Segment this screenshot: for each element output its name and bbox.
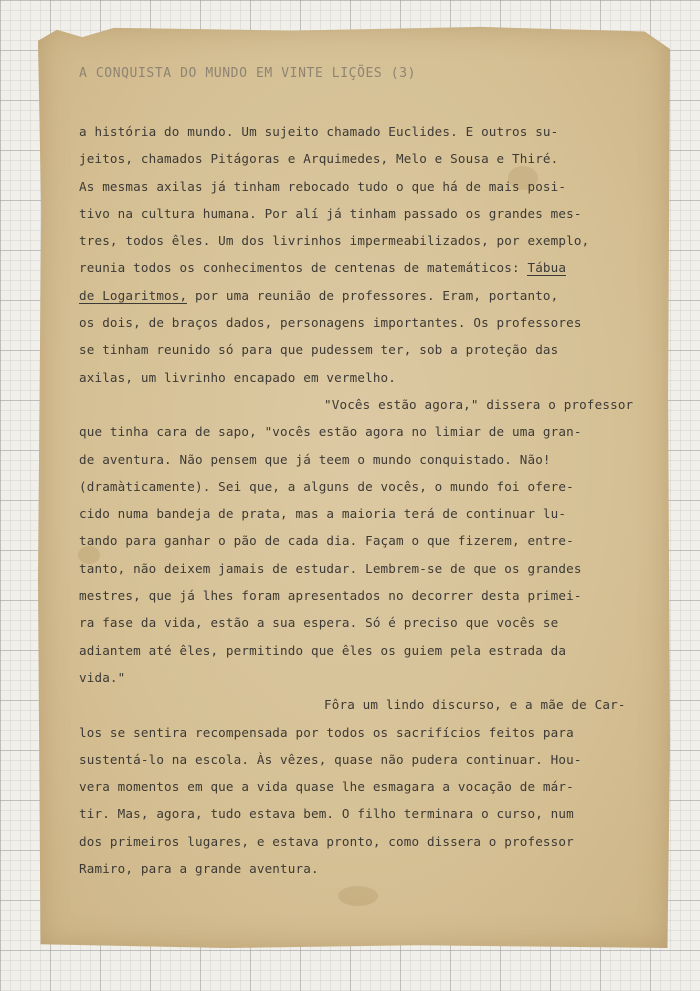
text-line: [79, 418, 659, 445]
text-line: [79, 200, 659, 227]
line-text: que tinha cara de sapo, "vocês estão agora no limiar de uma gran-: [79, 424, 582, 440]
text-line: [79, 555, 659, 582]
line-text: se tinham reunido só para que pudessem ter, sob a proteção das: [79, 342, 559, 358]
text-line: [79, 609, 659, 636]
line-text: sustentá-lo na escola. Às vêzes, quase não pudera continuar. Hou-: [79, 751, 582, 767]
line-text: axilas, um livrinho encapado em vermelho.: [79, 369, 397, 385]
text-line: [79, 336, 659, 363]
line-text: tanto, não deixem jamais de estudar. Lembrem-se de que os grandes: [79, 560, 582, 576]
text-line: [79, 118, 659, 145]
line-text: Ramiro, para a grande aventura.: [79, 861, 319, 877]
text-line: [79, 145, 659, 172]
line-text: a história do mundo. Um sujeito chamado Euclides. E outros su-: [79, 124, 559, 139]
line-text: tir. Mas, agora, tudo estava bem. O filho terminara o curso, num: [79, 806, 574, 822]
text-line: [79, 800, 659, 827]
line-text: ra fase da vida, estão a sua espera. Só é preciso que vocês se: [79, 615, 559, 631]
line-text: adiantem até êles, permitindo que êles os guiem pela estrada da: [79, 642, 567, 658]
underlined-title: Tábua: [527, 260, 567, 276]
text-line: [79, 664, 659, 691]
text-line: [79, 828, 659, 855]
line-text: por uma reunião de professores. Eram, portanto,: [187, 287, 559, 303]
text-line: [79, 391, 659, 418]
line-text: vera momentos em que a vida quase lhe esmagara a vocação de már-: [79, 779, 574, 795]
line-text: de aventura. Não pensem que já teem o mundo conquistado. Não!: [79, 451, 551, 467]
text-line: [79, 855, 659, 882]
text-line: [79, 527, 659, 554]
text-line: [79, 691, 659, 718]
text-line: [79, 473, 659, 500]
line-text: As mesmas axilas já tinham rebocado tudo o que há de mais posi-: [79, 178, 567, 194]
line-text: cido numa bandeja de prata, mas a maioria terá de continuar lu-: [79, 506, 567, 522]
text-line: [79, 446, 659, 473]
line-text: jeitos, chamados Pitágoras e Arquimedes, Melo e Sousa e Thiré.: [79, 151, 559, 167]
text-line: [79, 746, 659, 773]
line-text: tando para ganhar o pão de cada dia. Façam o que fizerem, entre-: [79, 533, 574, 549]
underlined-title: de Logaritmos,: [79, 287, 188, 303]
text-line: [79, 500, 659, 527]
text-line: [79, 719, 659, 746]
line-text: os dois, de braços dados, personagens importantes. Os professores: [79, 315, 582, 331]
line-text: vida.": [79, 669, 126, 685]
line-text: mestres, que já lhes foram apresentados no decorrer desta primei-: [79, 588, 582, 604]
text-line: [79, 309, 659, 336]
line-text: "Vocês estão agora," dissera o professor: [324, 396, 634, 412]
line-text: (dramàticamente). Sei que, a alguns de vocês, o mundo foi ofere-: [79, 478, 574, 494]
text-line: [79, 364, 659, 391]
text-line: [79, 582, 659, 609]
paper-stain: [338, 886, 378, 906]
text-line: [79, 227, 659, 254]
line-text: dos primeiros lugares, e estava pronto, como dissera o professor: [79, 833, 574, 849]
text-line: [79, 254, 659, 281]
text-line: [79, 282, 659, 309]
line-text: tres, todos êles. Um dos livrinhos impermeabilizados, por exemplo,: [79, 233, 590, 249]
text-line: [79, 173, 659, 200]
line-text: tivo na cultura humana. Por alí já tinham passado os grandes mes-: [79, 205, 582, 221]
page-header: A CONQUISTA DO MUNDO EM VINTE LIÇÕES (3): [79, 66, 417, 81]
document-body: [79, 118, 659, 882]
text-line: [79, 773, 659, 800]
line-text: reunia todos os conhecimentos de centenas de matemáticos:: [79, 260, 528, 276]
text-line: [79, 637, 659, 664]
line-text: los se sentira recompensada por todos os sacrifícios feitos para: [79, 724, 574, 740]
line-text: Fôra um lindo discurso, e a mãe de Car-: [324, 697, 626, 713]
